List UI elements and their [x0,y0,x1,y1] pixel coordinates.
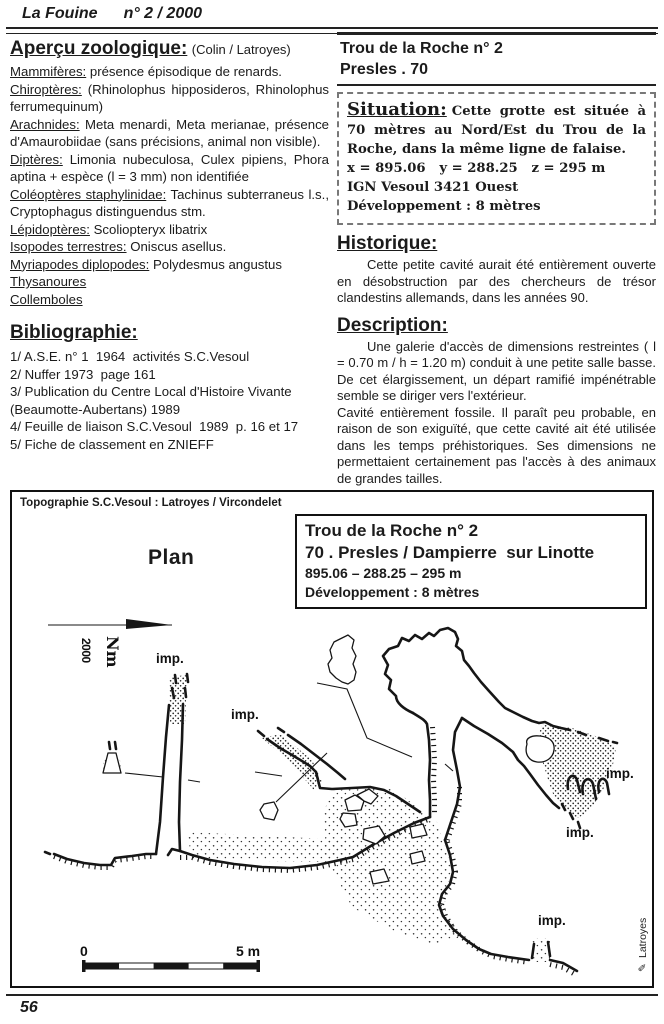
topo-credit: Topographie S.C.Vesoul : Latroyes / Vircondelet [20,497,282,509]
entry-text: présence épisodique de renards. [89,64,282,79]
bibliography-item: 1/ A.S.E. n° 1 1964 activités S.C.Vesoul [10,349,250,364]
zoology-title: Aperçu zoologique: [10,38,188,59]
scale-five-label: 5 m [236,943,261,959]
page-number: 56 [20,999,38,1016]
entry-label: Mammifères: [10,64,87,79]
plan-label: Plan [148,546,195,569]
zoology-credit: (Colin / Latroyes) [191,42,291,57]
bibliography-item: 5/ Fiche de classement en ZNIEFF [10,436,214,452]
zoology-entry [10,186,329,221]
entry-label: Arachnides: [10,116,80,132]
imp-label-east-gallery: imp. [606,766,634,781]
entry-label: Isopodes terrestres: [10,239,127,254]
entry-label: Chiroptères: [10,81,82,97]
situation-heading: Situation: [347,99,447,120]
situation-coordinates: x = 895.06 y = 288.25 z = 295 m [347,161,606,176]
signature-name: Latroyes [637,917,649,958]
description-paragraph-2: Cavité entièrement fossile. Il paraît peu probable, en raison de son exiguïté, que cette cavité ait été utilisée dans les temps préhistoriques. Ses dimensions ne permettaient certainement pas l'accès à des animaux de grandes tailles. [337,404,656,486]
bibliography-item: 3/ Publication du Centre Local d'Histoire Vivante (Beaumotte-Aubertans) 1989 [10,384,296,417]
left-column [10,38,329,453]
zoology-entry [10,291,329,309]
survey-map-box [10,490,654,988]
cave-title-line1: Trou de la Roche n° 2 [340,40,503,57]
zoology-entry [10,116,329,151]
situation-paragraph [347,100,646,159]
description-heading: Description: [337,314,448,336]
entry-label: Coléoptères staphylinidae: [10,186,167,202]
cave-title-line2: Presles . 70 [340,61,429,78]
imp-label-entrance: imp. [156,651,184,666]
map-title-box [295,514,647,609]
entry-label: Diptères: [10,151,63,167]
scale-bar [80,943,260,972]
zoology-entry [10,238,329,256]
journal-title: La Fouine [22,5,98,22]
zoology-entry [10,221,329,239]
zoology-heading [10,38,329,60]
map-title-line2: 70 . Presles / Dampierre sur Linotte [305,543,595,562]
entry-label: Thysanoures [10,274,87,289]
zoology-entry [10,256,329,274]
masthead [22,5,202,23]
entry-text: Tachinus subterraneus l.s., Cryptophagus distinguendus stm. [10,186,329,219]
imp-label-nw-gallery: imp. [231,707,259,722]
entry-label: Collemboles [10,291,83,307]
north-label: Nm [103,636,122,668]
zoology-entry [10,81,329,116]
zoology-entry [10,273,329,291]
signature [637,918,649,972]
imp-label-fingers: imp. [566,825,594,840]
situation-development: Développement : 8 mètres [347,199,541,214]
imp-label-south-stub: imp. [538,913,566,928]
entry-text: Polydesmus angustus [152,256,282,272]
zoology-entry [10,151,329,186]
bibliography-item: 2/ Nuffer 1973 page 161 [10,366,156,382]
scale-zero-label: 0 [80,943,88,959]
entry-label: Myriapodes diplopodes: [10,256,150,272]
description-paragraph-1: Une galerie d'accès de dimensions restreintes ( l = 0.70 m / h = 1.20 m) conduit à une petite salle basse. De cet élargissement, un départ ramifié impénétrable semble se diriger vers l'extérieur. [337,338,656,403]
historique-text: Cette petite cavité aurait été entièrement ouverte en désobstruction par des chercheurs de trésor clandestins allemands, dans les années 90. [337,257,656,305]
bibliography-item: 4/ Feuille de liaison S.C.Vesoul 1989 p. 16 et 17 [10,419,299,434]
situation-box [337,92,656,225]
entry-text: Limonia nubeculosa, Culex pipiens, Phora aptina + espèce (l = 3 mm) non identifiée [10,151,329,184]
entry-label: Lépidoptères: [10,221,90,237]
map-title-line1: Trou de la Roche n° 2 [305,521,479,540]
entry-text: Scoliopteryx libatrix [93,221,208,237]
north-arrow [48,619,172,668]
north-year: 2000 [79,638,93,663]
entry-text: Meta menardi, Meta merianae, présence d'Amaurobiidae (sans précisions, animal non visible). [10,116,329,149]
right-column [337,32,656,517]
pen-icon: ✎ [637,963,649,972]
issue-number: n° 2 / 2000 [123,5,203,22]
cave-title-block [337,32,656,86]
entry-text: Oniscus asellus. [130,239,227,254]
zoology-entry [10,63,329,81]
situation-text: Cette grotte est située à 70 mètres au Nord/Est du Trou de la Roche, dans la même ligne de falaise. [347,104,646,157]
map-title-development: Développement : 8 mètres [305,583,480,600]
bibliography-heading: Bibliographie: [10,322,138,343]
historique-heading: Historique: [337,233,438,254]
map-title-coordinates: 895.06 – 288.25 – 295 m [305,565,462,581]
footer-rule [6,994,658,996]
entry-text: (Rhinolophus hipposideros, Rhinolophus ferrumequinum) [10,81,330,114]
situation-ign: IGN Vesoul 3421 Ouest [347,180,519,195]
